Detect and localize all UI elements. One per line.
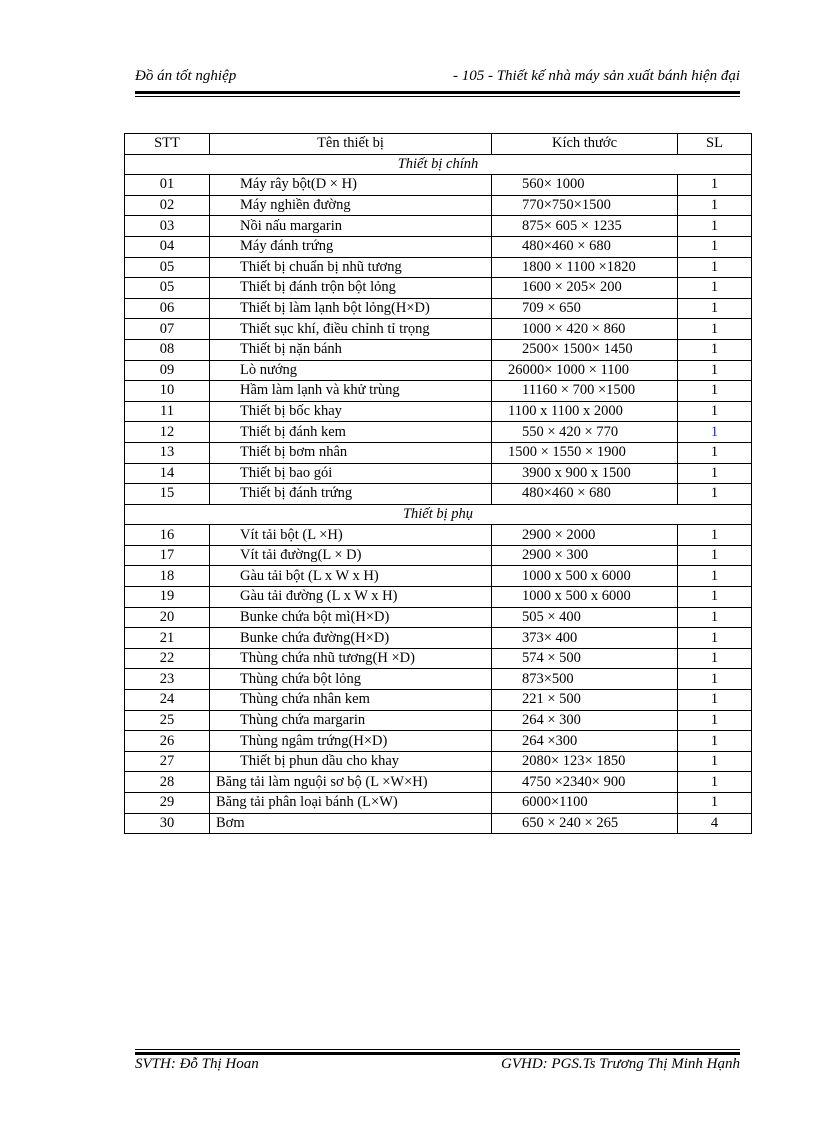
cell-stt: 05 bbox=[125, 278, 210, 299]
table-row bbox=[125, 751, 752, 772]
cell-name: Nồi nấu margarin bbox=[210, 216, 492, 237]
header-rule-thin bbox=[135, 96, 740, 97]
footer-rule-thin bbox=[135, 1049, 740, 1050]
page-footer bbox=[135, 1056, 740, 1078]
cell-name: Thiết bị bốc khay bbox=[210, 401, 492, 422]
group-row bbox=[125, 154, 752, 175]
cell-name: Thiết bị đánh trộn bột lỏng bbox=[210, 278, 492, 299]
table-row bbox=[125, 195, 752, 216]
cell-size: 480×460 × 680 bbox=[492, 484, 678, 505]
cell-sl: 1 bbox=[678, 545, 752, 566]
table-row bbox=[125, 319, 752, 340]
cell-stt: 05 bbox=[125, 257, 210, 278]
table-row bbox=[125, 813, 752, 834]
cell-sl: 1 bbox=[678, 525, 752, 546]
cell-name: Gàu tải bột (L x W x H) bbox=[210, 566, 492, 587]
table-row bbox=[125, 216, 752, 237]
cell-stt: 15 bbox=[125, 484, 210, 505]
cell-sl: 1 bbox=[678, 772, 752, 793]
cell-stt: 13 bbox=[125, 442, 210, 463]
table-row bbox=[125, 545, 752, 566]
table-row bbox=[125, 793, 752, 814]
cell-size: 4750 ×2340× 900 bbox=[492, 772, 678, 793]
cell-size: 770×750×1500 bbox=[492, 195, 678, 216]
cell-size: 6000×1100 bbox=[492, 793, 678, 814]
cell-stt: 16 bbox=[125, 525, 210, 546]
cell-name: Máy đánh trứng bbox=[210, 236, 492, 257]
cell-sl: 1 bbox=[678, 648, 752, 669]
table-row bbox=[125, 401, 752, 422]
cell-sl: 1 bbox=[678, 278, 752, 299]
cell-sl: 1 bbox=[678, 628, 752, 649]
cell-size: 875× 605 × 1235 bbox=[492, 216, 678, 237]
equipment-table bbox=[124, 133, 752, 834]
cell-stt: 20 bbox=[125, 607, 210, 628]
cell-sl: 1 bbox=[678, 793, 752, 814]
column-header-name: Tên thiết bị bbox=[210, 134, 492, 155]
cell-size: 1100 x 1100 x 2000 bbox=[492, 401, 678, 422]
cell-size: 2500× 1500× 1450 bbox=[492, 339, 678, 360]
cell-stt: 07 bbox=[125, 319, 210, 340]
cell-size: 550 × 420 × 770 bbox=[492, 422, 678, 443]
cell-stt: 06 bbox=[125, 298, 210, 319]
cell-size: 1000 × 420 × 860 bbox=[492, 319, 678, 340]
cell-name: Thiết bị làm lạnh bột lỏng(H×D) bbox=[210, 298, 492, 319]
cell-name: Hầm làm lạnh và khử trùng bbox=[210, 381, 492, 402]
cell-name: Thùng chứa nhũ tương(H ×D) bbox=[210, 648, 492, 669]
cell-size: 3900 x 900 x 1500 bbox=[492, 463, 678, 484]
cell-stt: 18 bbox=[125, 566, 210, 587]
cell-size: 1800 × 1100 ×1820 bbox=[492, 257, 678, 278]
cell-sl: 1 bbox=[678, 566, 752, 587]
cell-sl: 1 bbox=[678, 216, 752, 237]
cell-name: Thiết bị đánh trứng bbox=[210, 484, 492, 505]
cell-stt: 26 bbox=[125, 731, 210, 752]
cell-stt: 24 bbox=[125, 690, 210, 711]
cell-size: 560× 1000 bbox=[492, 175, 678, 196]
cell-size: 505 × 400 bbox=[492, 607, 678, 628]
cell-name: Thiết bị nặn bánh bbox=[210, 339, 492, 360]
cell-name: Thiết bị bơm nhân bbox=[210, 442, 492, 463]
footer-rule bbox=[135, 1052, 740, 1055]
group-title: Thiết bị phụ bbox=[125, 504, 752, 525]
cell-name: Máy rây bột(D × H) bbox=[210, 175, 492, 196]
header-rule bbox=[135, 91, 740, 94]
cell-sl: 1 bbox=[678, 607, 752, 628]
cell-name: Thiết bị đánh kem bbox=[210, 422, 492, 443]
cell-sl: 1 bbox=[678, 298, 752, 319]
cell-name: Thiết bị phun dầu cho khay bbox=[210, 751, 492, 772]
footer-student: SVTH: Đỗ Thị Hoan bbox=[135, 1056, 259, 1072]
cell-sl: 1 bbox=[678, 751, 752, 772]
cell-size: 2080× 123× 1850 bbox=[492, 751, 678, 772]
cell-stt: 23 bbox=[125, 669, 210, 690]
cell-size: 1500 × 1550 × 1900 bbox=[492, 442, 678, 463]
cell-stt: 21 bbox=[125, 628, 210, 649]
cell-sl: 1 bbox=[678, 360, 752, 381]
cell-name: Vít tải đường(L × D) bbox=[210, 545, 492, 566]
cell-stt: 04 bbox=[125, 236, 210, 257]
cell-size: 1000 x 500 x 6000 bbox=[492, 566, 678, 587]
table-row bbox=[125, 298, 752, 319]
table-header-row bbox=[125, 134, 752, 155]
cell-stt: 02 bbox=[125, 195, 210, 216]
cell-sl: 1 bbox=[678, 463, 752, 484]
cell-stt: 10 bbox=[125, 381, 210, 402]
column-header-sl: SL bbox=[678, 134, 752, 155]
cell-sl: 1 bbox=[678, 319, 752, 340]
table-row bbox=[125, 484, 752, 505]
cell-sl: 1 bbox=[678, 339, 752, 360]
cell-name: Thiết bị bao gói bbox=[210, 463, 492, 484]
table-row bbox=[125, 360, 752, 381]
cell-name: Bunke chứa bột mì(H×D) bbox=[210, 607, 492, 628]
cell-stt: 14 bbox=[125, 463, 210, 484]
column-header-size: Kích thước bbox=[492, 134, 678, 155]
table-row bbox=[125, 278, 752, 299]
page-header bbox=[135, 66, 740, 88]
table-row bbox=[125, 566, 752, 587]
cell-stt: 25 bbox=[125, 710, 210, 731]
cell-sl: 1 bbox=[678, 442, 752, 463]
table-body bbox=[125, 154, 752, 834]
cell-size: 2900 × 2000 bbox=[492, 525, 678, 546]
cell-name: Lò nướng bbox=[210, 360, 492, 381]
cell-sl: 4 bbox=[678, 813, 752, 834]
cell-stt: 09 bbox=[125, 360, 210, 381]
cell-stt: 01 bbox=[125, 175, 210, 196]
cell-size: 264 × 300 bbox=[492, 710, 678, 731]
cell-sl: 1 bbox=[678, 484, 752, 505]
cell-size: 1000 x 500 x 6000 bbox=[492, 587, 678, 608]
table-row bbox=[125, 648, 752, 669]
cell-stt: 30 bbox=[125, 813, 210, 834]
cell-sl: 1 bbox=[678, 669, 752, 690]
cell-name: Bunke chứa đường(H×D) bbox=[210, 628, 492, 649]
cell-size: 873×500 bbox=[492, 669, 678, 690]
group-title: Thiết bị chính bbox=[125, 154, 752, 175]
cell-stt: 27 bbox=[125, 751, 210, 772]
header-page-info: - 105 - Thiết kế nhà máy sản xuất bánh hiện đại bbox=[452, 68, 740, 84]
cell-name: Băng tải làm nguội sơ bộ (L ×W×H) bbox=[210, 772, 492, 793]
table-row bbox=[125, 463, 752, 484]
cell-stt: 17 bbox=[125, 545, 210, 566]
cell-sl: 1 bbox=[678, 731, 752, 752]
cell-name: Băng tải phân loại bánh (L×W) bbox=[210, 793, 492, 814]
table-row bbox=[125, 442, 752, 463]
table-row bbox=[125, 628, 752, 649]
cell-name: Thùng chứa bột lỏng bbox=[210, 669, 492, 690]
table-row bbox=[125, 525, 752, 546]
cell-size: 650 × 240 × 265 bbox=[492, 813, 678, 834]
table-row bbox=[125, 381, 752, 402]
cell-stt: 11 bbox=[125, 401, 210, 422]
cell-stt: 29 bbox=[125, 793, 210, 814]
cell-size: 1600 × 205× 200 bbox=[492, 278, 678, 299]
cell-name: Thùng ngâm trứng(H×D) bbox=[210, 731, 492, 752]
cell-sl: 1 bbox=[678, 710, 752, 731]
header-title: Đồ án tốt nghiệp bbox=[135, 68, 237, 84]
cell-size: 11160 × 700 ×1500 bbox=[492, 381, 678, 402]
cell-stt: 03 bbox=[125, 216, 210, 237]
cell-sl: 1 bbox=[678, 587, 752, 608]
cell-name: Gàu tải đường (L x W x H) bbox=[210, 587, 492, 608]
cell-stt: 19 bbox=[125, 587, 210, 608]
cell-sl: 1 bbox=[678, 195, 752, 216]
group-row bbox=[125, 504, 752, 525]
table-row bbox=[125, 607, 752, 628]
cell-sl: 1 bbox=[678, 175, 752, 196]
table-row bbox=[125, 422, 752, 443]
cell-name: Thiết sục khí, điều chỉnh tỉ trọng bbox=[210, 319, 492, 340]
table-row bbox=[125, 257, 752, 278]
cell-name: Thùng chứa nhân kem bbox=[210, 690, 492, 711]
table-row bbox=[125, 772, 752, 793]
cell-sl: 1 bbox=[678, 381, 752, 402]
cell-name: Bơm bbox=[210, 813, 492, 834]
cell-size: 480×460 × 680 bbox=[492, 236, 678, 257]
cell-size: 26000× 1000 × 1100 bbox=[492, 360, 678, 381]
table-row bbox=[125, 236, 752, 257]
cell-name: Máy nghiền đường bbox=[210, 195, 492, 216]
cell-size: 373× 400 bbox=[492, 628, 678, 649]
cell-name: Thùng chứa margarin bbox=[210, 710, 492, 731]
cell-stt: 12 bbox=[125, 422, 210, 443]
cell-size: 2900 × 300 bbox=[492, 545, 678, 566]
cell-stt: 08 bbox=[125, 339, 210, 360]
cell-sl: 1 bbox=[678, 401, 752, 422]
cell-stt: 22 bbox=[125, 648, 210, 669]
footer-supervisor: GVHD: PGS.Ts Trương Thị Minh Hạnh bbox=[501, 1056, 740, 1072]
table-row bbox=[125, 175, 752, 196]
table-row bbox=[125, 339, 752, 360]
cell-sl: 1 bbox=[678, 690, 752, 711]
cell-sl: 1 bbox=[678, 257, 752, 278]
cell-size: 709 × 650 bbox=[492, 298, 678, 319]
table-row bbox=[125, 669, 752, 690]
table-row bbox=[125, 710, 752, 731]
cell-name: Thiết bị chuẩn bị nhũ tương bbox=[210, 257, 492, 278]
cell-name: Vít tải bột (L ×H) bbox=[210, 525, 492, 546]
cell-sl: 1 bbox=[678, 422, 752, 443]
cell-size: 574 × 500 bbox=[492, 648, 678, 669]
cell-size: 221 × 500 bbox=[492, 690, 678, 711]
cell-size: 264 ×300 bbox=[492, 731, 678, 752]
cell-sl: 1 bbox=[678, 236, 752, 257]
column-header-stt: STT bbox=[125, 134, 210, 155]
cell-stt: 28 bbox=[125, 772, 210, 793]
table-row bbox=[125, 731, 752, 752]
table-row bbox=[125, 587, 752, 608]
table-row bbox=[125, 690, 752, 711]
